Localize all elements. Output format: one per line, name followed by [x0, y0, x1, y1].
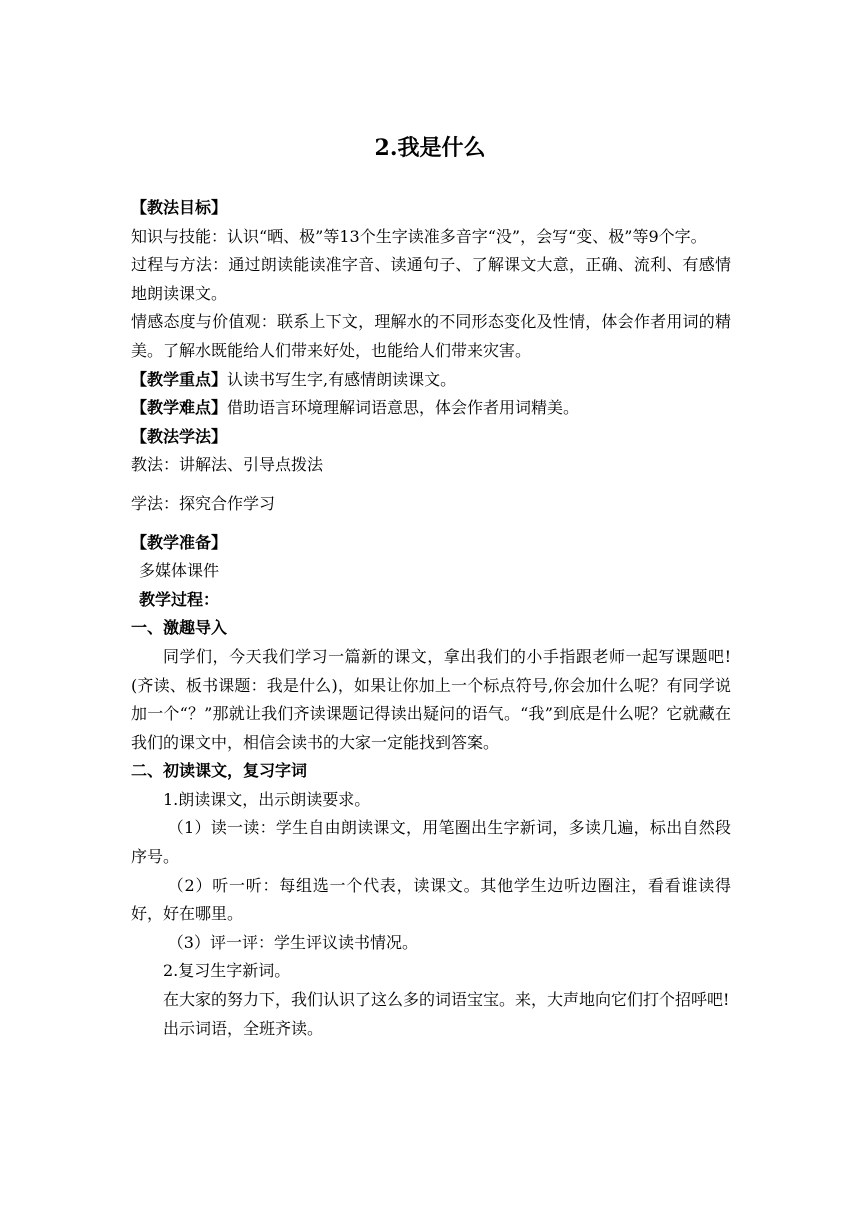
- part1-heading: 一、激趣导入: [131, 618, 228, 638]
- key-point-text: 认读书写生字,有感情朗读课文。: [227, 369, 457, 389]
- goal-knowledge: 知识与技能：认识“晒、极”等13个生字读准多音字“没”，会写“变、极”等9个字。: [131, 226, 707, 246]
- part2-heading: 二、初读课文，复习字词: [131, 761, 308, 781]
- goals-heading: 【教法目标】: [131, 198, 228, 217]
- step1: 1.朗读课文，出示朗读要求。: [163, 789, 371, 809]
- step1-read: （1）读一读：学生自由朗读课文，用笔圈出生字新词，多读几遍，标出自然段序号。: [131, 818, 731, 867]
- document-body: [131, 194, 731, 1043]
- goal-emotion: 情感态度与价值观：联系上下文，理解水的不同形态变化及性情，体会作者用词的精美。了解水既能给人们带来好处，也能给人们带来灾害。: [131, 312, 731, 360]
- step2: 2.复习生字新词。: [163, 961, 291, 981]
- prep-heading: 【教学准备】: [131, 532, 228, 552]
- goal-process: 过程与方法：通过朗读能读准字音、读通句子、了解课文大意，正确、流利、有感情地朗读课文。: [131, 255, 731, 303]
- difficulty-text: 借助语言环境理解词语意思，体会作者用词精美。: [227, 398, 580, 418]
- learning-method: 学法：探究合作学习: [131, 493, 276, 513]
- step1-evaluate: （3）评一评：学生评议读书情况。: [167, 932, 418, 952]
- document-title: 2.我是什么: [374, 135, 486, 161]
- prep-text: 多媒体课件: [139, 561, 220, 581]
- key-point: [131, 366, 731, 395]
- key-point-label: 【教学重点】: [131, 369, 228, 389]
- step1-listen: （2）听一听：每组选一个代表，读课文。其他学生边听边圈注，看看谁读得好，好在哪里。: [131, 875, 731, 924]
- difficulty-point: [131, 394, 731, 423]
- step2-show: 出示词语，全班齐读。: [163, 1018, 324, 1038]
- step2-text: 在大家的努力下，我们认识了这么多的词语宝宝。来，大声地向它们打个招呼吧!: [163, 990, 730, 1010]
- methods-heading: 【教法学法】: [131, 426, 228, 446]
- teaching-method: 教法：讲解法、引导点拨法: [131, 455, 324, 475]
- difficulty-label: 【教学难点】: [131, 398, 228, 418]
- process-heading: 教学过程：: [139, 589, 220, 609]
- part1-text: 同学们，今天我们学习一篇新的课文，拿出我们的小手指跟老师一起写课题吧!(齐读、板书课题：我是什么)，如果让你加上一个标点符号,你会加什么呢？有同学说加一个“？”那就让我们齐读课题记得读出疑问的语气。“我”到底是什么呢？它就藏在我们的课文中，相信会读书的大家一定能找到答案。: [131, 646, 731, 752]
